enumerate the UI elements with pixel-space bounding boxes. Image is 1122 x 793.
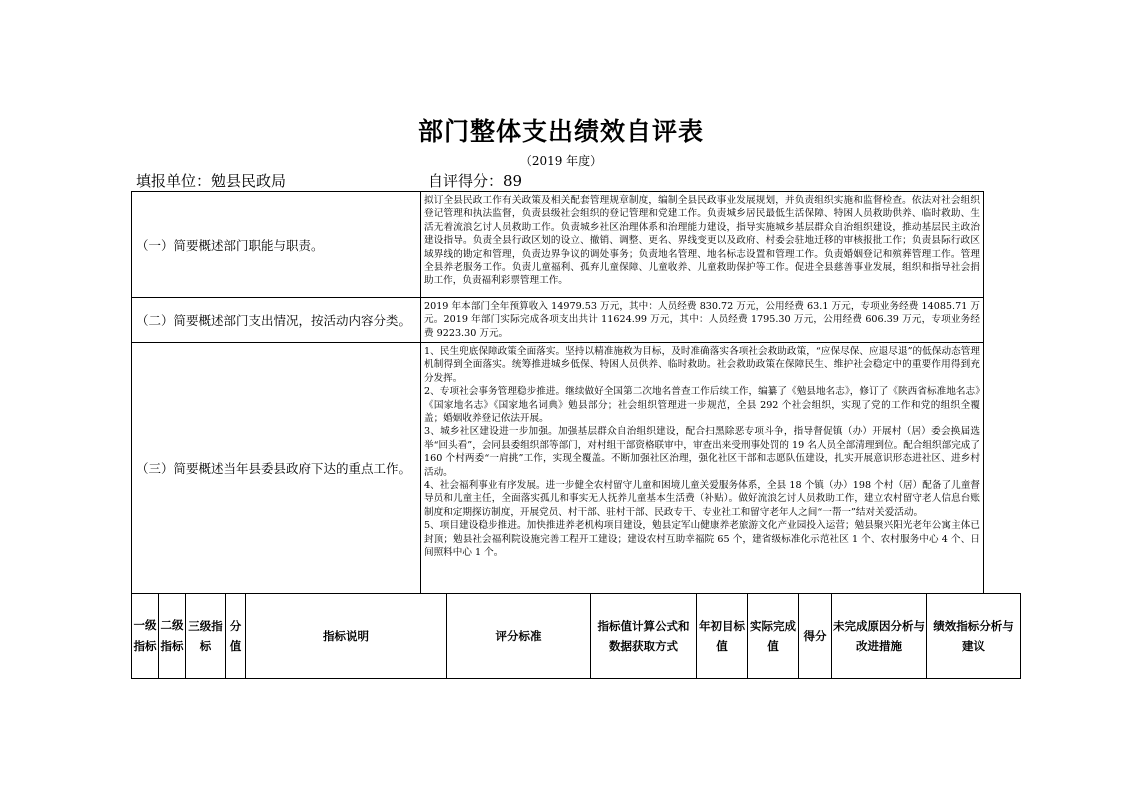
row-label-functions: （一）简要概述部门职能与职责。	[132, 192, 421, 298]
header-actual-value: 实际完成值	[748, 594, 799, 679]
row-functions	[132, 192, 984, 298]
header-level2-indicator: 二级指标	[159, 594, 186, 679]
page-title: 部门整体支出绩效自评表	[417, 117, 704, 146]
paragraph: 2、专项社会事务管理稳步推进。继续做好全国第二次地名普查工作后续工作，编纂了《勉县地名志》，修订了《陕西省标准地名志》《国家地名志》《国家地名词典》勉县部分；社会组织管理进一步规范，全县 292 个社会组织，实现了党的工作和党的组织全覆盖；婚姻收养登记依法开展。	[424, 386, 980, 425]
paragraph: 5、项目建设稳步推进。加快推进养老机构项目建设，勉县定军山健康养老旅游文化产业园投入运营；勉县聚兴阳光老年公寓主体已封顶；勉县社会福利院设施完善工程开工建设；建设农村互助幸福院 65 个，建省级标准化示范社区 1 个、农村服务中心 4 个、日间照料中心 1 个。	[424, 520, 980, 559]
header-indicator-description: 指标说明	[246, 594, 447, 679]
self-evaluation-score: 自评得分：89	[428, 172, 523, 190]
row-label-key-work: （三）简要概述当年县委县政府下达的重点工作。	[132, 343, 421, 594]
header-level1-indicator: 一级指标	[132, 594, 159, 679]
report-year: （2019 年度）	[519, 154, 603, 168]
paragraph: 4、社会福利事业有序发展。进一步健全农村留守儿童和困境儿童关爱服务体系，全县 18 个镇（办）198 个村（居）配备了儿童督导员和儿童主任，全面落实孤儿和事实无人抚养儿童基本生活费（补贴）。做好流浪乞讨人员救助工作，建立农村留守老人信息台账制度和定期探访制度，开展党员、村干部、驻村干部、民政专干、专业社工和留守老年人之间“一帮一”结对关爱活动。	[424, 480, 980, 518]
row-key-work	[132, 343, 984, 594]
row-text-key-work	[421, 343, 984, 594]
paragraph: 拟订全县民政工作有关政策及相关配套管理规章制度，编制全县民政事业发展规划，并负责组织实施和监督检查。依法对社会组织登记管理和执法监督，负责县级社会组织的登记管理和党建工作。负责城乡居民最低生活保障、特困人员救助供养、临时救助、生活无着流浪乞讨人员救助工作。负责城乡社区治理体系和治理能力建设，指导实施城乡基层群众自治组织建设，推动基层民主政治建设指导。负责全县行政区划的设立、撤销、调整、更名、界线变更以及政府、村委会驻地迁移的审核报批工作；负责县际行政区域界线的勘定和管理，负责边界争议的调处事务；负责地名管理、地名标志设置和管理工作。负责婚姻登记和殡葬管理工作。管理全县养老服务工作。负责儿童福利、孤弃儿童保障、儿童收养、儿童救助保护等工作。促进全县慈善事业发展，组织和指导社会捐助工作，负责福利彩票管理工作。	[424, 195, 980, 287]
header-calculation-method: 指标值计算公式和数据获取方式	[591, 594, 697, 679]
row-text-functions	[421, 192, 984, 298]
row-text-expenditure	[421, 298, 984, 343]
header-score: 得分	[799, 594, 832, 679]
paragraph: 3、城乡社区建设进一步加强。加强基层群众自治组织建设，配合扫黑除恶专项斗争，指导督促镇（办）开展村（居）委会换届选举“回头看”，会同县委组织部等部门，对村组干部资格联审中，审查出来受刑事处罚的 19 名人员全部清理到位。配合组织部完成了 160 个村两委“一肩挑”工作，实现全覆盖。不断加强社区治理，强化社区干部和志愿队伍建设，扎实开展意识形态进社区、进乡村活动。	[424, 426, 980, 478]
header-performance-analysis: 绩效指标分析与建议	[927, 594, 1021, 679]
header-level3-indicator: 三级指标	[186, 594, 226, 679]
paragraph: 1、民生兜底保障政策全面落实。坚持以精准施救为目标，及时准确落实各项社会救助政策，“应保尽保、应退尽退”的低保动态管理机制得到全面落实。统筹推进城乡低保、特困人员供养、临时救助。社会救助政策在保障民生、维护社会稳定中的重要作用得到充分发挥。	[424, 346, 980, 384]
paragraph: 2019 年本部门全年预算收入 14979.53 万元，其中：人员经费 830.72 万元，公用经费 63.1 万元，专项业务经费 14085.71 万元。2019 年部门实际完成各项支出共计 11624.99 万元，其中：人员经费 1795.30 万元，公用经费 606.39 万元，专项业务经费 9223.30 万元。	[424, 301, 980, 339]
header-scoring-criteria: 评分标准	[447, 594, 591, 679]
row-expenditure	[132, 298, 984, 343]
overview-table	[131, 191, 984, 594]
header-annual-target: 年初目标值	[697, 594, 748, 679]
row-label-expenditure: （二）简要概述部门支出情况，按活动内容分类。	[132, 298, 421, 343]
header-reason-analysis: 未完成原因分析与改进措施	[832, 594, 927, 679]
header-score-value: 分值	[226, 594, 246, 679]
filling-unit: 填报单位：勉县民政局	[136, 172, 287, 190]
indicator-header-table	[131, 593, 1021, 679]
